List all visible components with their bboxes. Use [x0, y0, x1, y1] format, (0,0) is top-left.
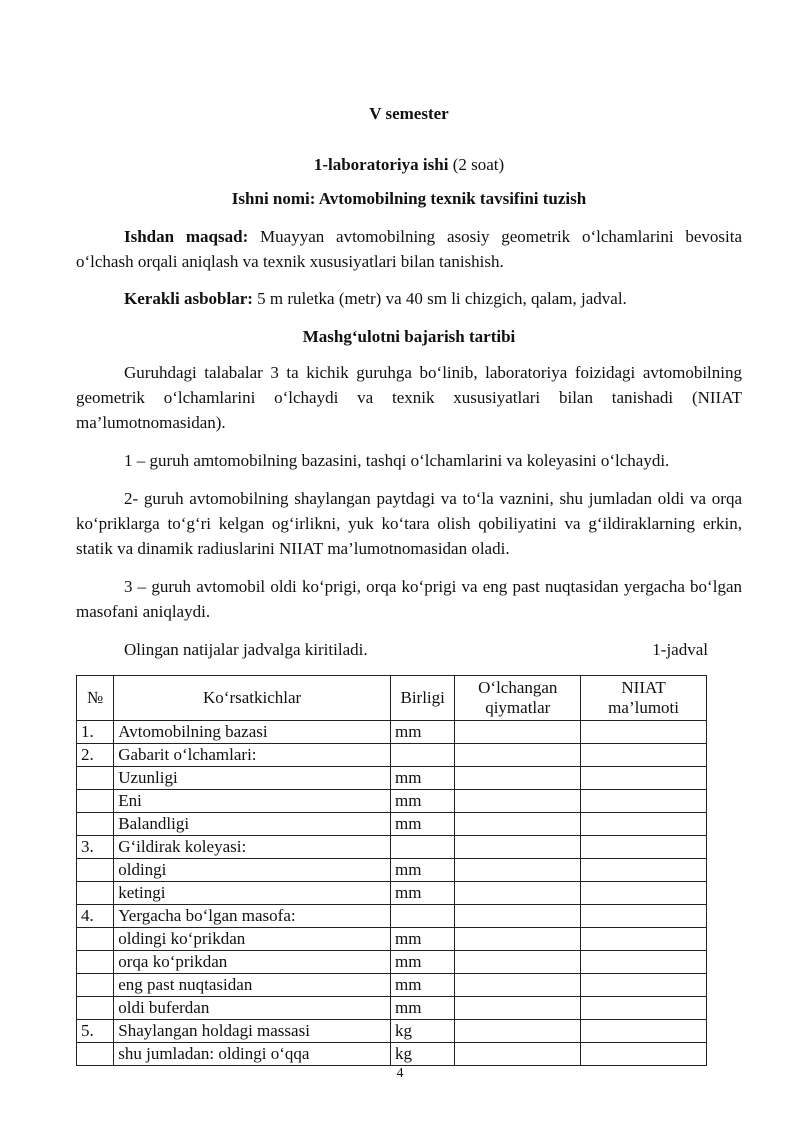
row-unit: kg	[390, 1020, 454, 1043]
row-niiat-cell[interactable]	[581, 721, 707, 744]
row-indicator: oldingi ko‘prikdan	[114, 928, 391, 951]
row-number	[77, 790, 114, 813]
row-measured-cell[interactable]	[455, 882, 581, 905]
table-header-row	[77, 676, 707, 721]
row-number	[77, 974, 114, 997]
aim-paragraph	[76, 224, 742, 274]
header-number: №	[77, 676, 114, 721]
paragraph-group-1: 1 – guruh amtomobilning bazasini, tashqi o‘lchamlarini va koleyasini o‘lchaydi.	[124, 451, 670, 470]
row-measured-cell[interactable]	[455, 836, 581, 859]
table-row	[77, 1043, 707, 1066]
aim-label: Ishdan maqsad:	[124, 227, 249, 246]
table-row	[77, 905, 707, 928]
row-indicator: eng past nuqtasidan	[114, 974, 391, 997]
row-measured-cell[interactable]	[455, 790, 581, 813]
row-niiat-cell[interactable]	[581, 859, 707, 882]
table-row	[77, 859, 707, 882]
row-unit: mm	[390, 882, 454, 905]
table-row	[77, 721, 707, 744]
tools-text: 5 m ruletka (metr) va 40 sm li chizgich, qalam, jadval.	[257, 289, 627, 308]
row-niiat-cell[interactable]	[581, 997, 707, 1020]
row-indicator: ketingi	[114, 882, 391, 905]
row-measured-cell[interactable]	[455, 1043, 581, 1066]
row-measured-cell[interactable]	[455, 951, 581, 974]
page-number: 4	[396, 1066, 404, 1081]
table-row	[77, 744, 707, 767]
row-measured-cell[interactable]	[455, 1020, 581, 1043]
row-unit: mm	[390, 951, 454, 974]
row-unit	[390, 836, 454, 859]
row-indicator: Yergacha bo‘lgan masofa:	[114, 905, 391, 928]
row-number	[77, 813, 114, 836]
table-intro	[76, 637, 742, 662]
table-row	[77, 790, 707, 813]
row-niiat-cell[interactable]	[581, 928, 707, 951]
lab-title	[76, 152, 742, 177]
row-indicator: oldi buferdan	[114, 997, 391, 1020]
row-unit: mm	[390, 767, 454, 790]
row-unit: kg	[390, 1043, 454, 1066]
table-row	[77, 836, 707, 859]
paragraph-group-2: 2- guruh avtomobilning shaylangan paytdagi va to‘la vaznini, shu jumladan oldi va orqa ko‘priklarga to‘g‘ri kelgan og‘irlikni, yuk ko‘tara olish qobiliyatini va g‘ildiraklarning erkin, statik va dinamik radiuslarini NIIAT ma’lumotnomasidan oladi.	[76, 489, 742, 558]
row-unit: mm	[390, 974, 454, 997]
header-indicators: Ko‘rsatkichlar	[114, 676, 391, 721]
row-niiat-cell[interactable]	[581, 905, 707, 928]
paragraph-groups: Guruhdagi talabalar 3 ta kichik guruhga bo‘linib, laboratoriya foizidagi avtomobilning geometrik o‘lchamlarini o‘lchaydi va texnik xususiyatlari bilan tanishadi (NIIAT ma’lumotnomasidan).	[76, 363, 742, 432]
work-title: Ishni nomi: Avtomobilning texnik tavsifini tuzish	[231, 189, 587, 208]
table-row	[77, 997, 707, 1020]
tools-paragraph	[76, 286, 742, 311]
row-number	[77, 928, 114, 951]
row-niiat-cell[interactable]	[581, 951, 707, 974]
row-measured-cell[interactable]	[455, 721, 581, 744]
table-row	[77, 951, 707, 974]
row-niiat-cell[interactable]	[581, 790, 707, 813]
table-row	[77, 1020, 707, 1043]
row-unit: mm	[390, 813, 454, 836]
row-indicator: G‘ildirak koleyasi:	[114, 836, 391, 859]
table-row	[77, 928, 707, 951]
row-unit: mm	[390, 790, 454, 813]
row-indicator: Uzunligi	[114, 767, 391, 790]
table-number: 1-jadval	[652, 640, 708, 659]
row-number: 1.	[77, 721, 114, 744]
table-row	[77, 767, 707, 790]
results-table	[76, 675, 707, 1066]
row-indicator: Balandligi	[114, 813, 391, 836]
row-number	[77, 1043, 114, 1066]
table-row	[77, 882, 707, 905]
table-row	[77, 974, 707, 997]
row-measured-cell[interactable]	[455, 767, 581, 790]
table-row	[77, 813, 707, 836]
row-unit	[390, 905, 454, 928]
row-measured-cell[interactable]	[455, 928, 581, 951]
row-indicator: Shaylangan holdagi massasi	[114, 1020, 391, 1043]
row-niiat-cell[interactable]	[581, 767, 707, 790]
row-indicator: Gabarit o‘lchamlari:	[114, 744, 391, 767]
row-indicator: Avtomobilning bazasi	[114, 721, 391, 744]
row-indicator: shu jumladan: oldingi o‘qqa	[114, 1043, 391, 1066]
row-unit: mm	[390, 997, 454, 1020]
row-number: 2.	[77, 744, 114, 767]
row-niiat-cell[interactable]	[581, 1020, 707, 1043]
row-measured-cell[interactable]	[455, 997, 581, 1020]
row-number	[77, 997, 114, 1020]
row-indicator: orqa ko‘prikdan	[114, 951, 391, 974]
row-measured-cell[interactable]	[455, 905, 581, 928]
row-indicator: oldingi	[114, 859, 391, 882]
row-number: 3.	[77, 836, 114, 859]
row-unit: mm	[390, 859, 454, 882]
row-niiat-cell[interactable]	[581, 836, 707, 859]
order-heading: Mashg‘ulotni bajarish tartibi	[302, 327, 516, 346]
row-number	[77, 767, 114, 790]
tools-label: Kerakli asboblar:	[124, 289, 253, 308]
row-niiat-cell[interactable]	[581, 882, 707, 905]
table-body	[77, 721, 707, 1066]
lab-hours: (2 soat)	[452, 155, 505, 174]
row-niiat-cell[interactable]	[581, 1043, 707, 1066]
row-measured-cell[interactable]	[455, 859, 581, 882]
row-measured-cell[interactable]	[455, 974, 581, 997]
header-niiat: NIIAT ma’lumoti	[581, 676, 707, 721]
row-niiat-cell[interactable]	[581, 974, 707, 997]
semester-heading: V semester	[369, 104, 449, 123]
row-unit: mm	[390, 721, 454, 744]
aim-text: Muayyan avtomobilning asosiy geometrik o‘lchamlarini bevosita o‘lchash orqali aniqlash va texnik xususiyatlari bilan tanishish.	[76, 227, 742, 271]
row-measured-cell[interactable]	[455, 813, 581, 836]
paragraph-group-3: 3 – guruh avtomobil oldi ko‘prigi, orqa ko‘prigi va eng past nuqtasidan yergacha bo‘lgan masofani aniqlaydi.	[76, 577, 742, 621]
row-niiat-cell[interactable]	[581, 813, 707, 836]
row-number: 4.	[77, 905, 114, 928]
lab-title-number: 1-laboratoriya ishi	[313, 155, 449, 174]
row-number	[77, 859, 114, 882]
table-intro-text: Olingan natijalar jadvalga kiritiladi.	[124, 640, 368, 659]
header-unit: Birligi	[390, 676, 454, 721]
row-niiat-cell[interactable]	[581, 744, 707, 767]
row-number	[77, 882, 114, 905]
row-unit: mm	[390, 928, 454, 951]
row-number: 5.	[77, 1020, 114, 1043]
row-number	[77, 951, 114, 974]
row-indicator: Eni	[114, 790, 391, 813]
row-unit	[390, 744, 454, 767]
row-measured-cell[interactable]	[455, 744, 581, 767]
header-measured: O‘lchangan qiymatlar	[455, 676, 581, 721]
